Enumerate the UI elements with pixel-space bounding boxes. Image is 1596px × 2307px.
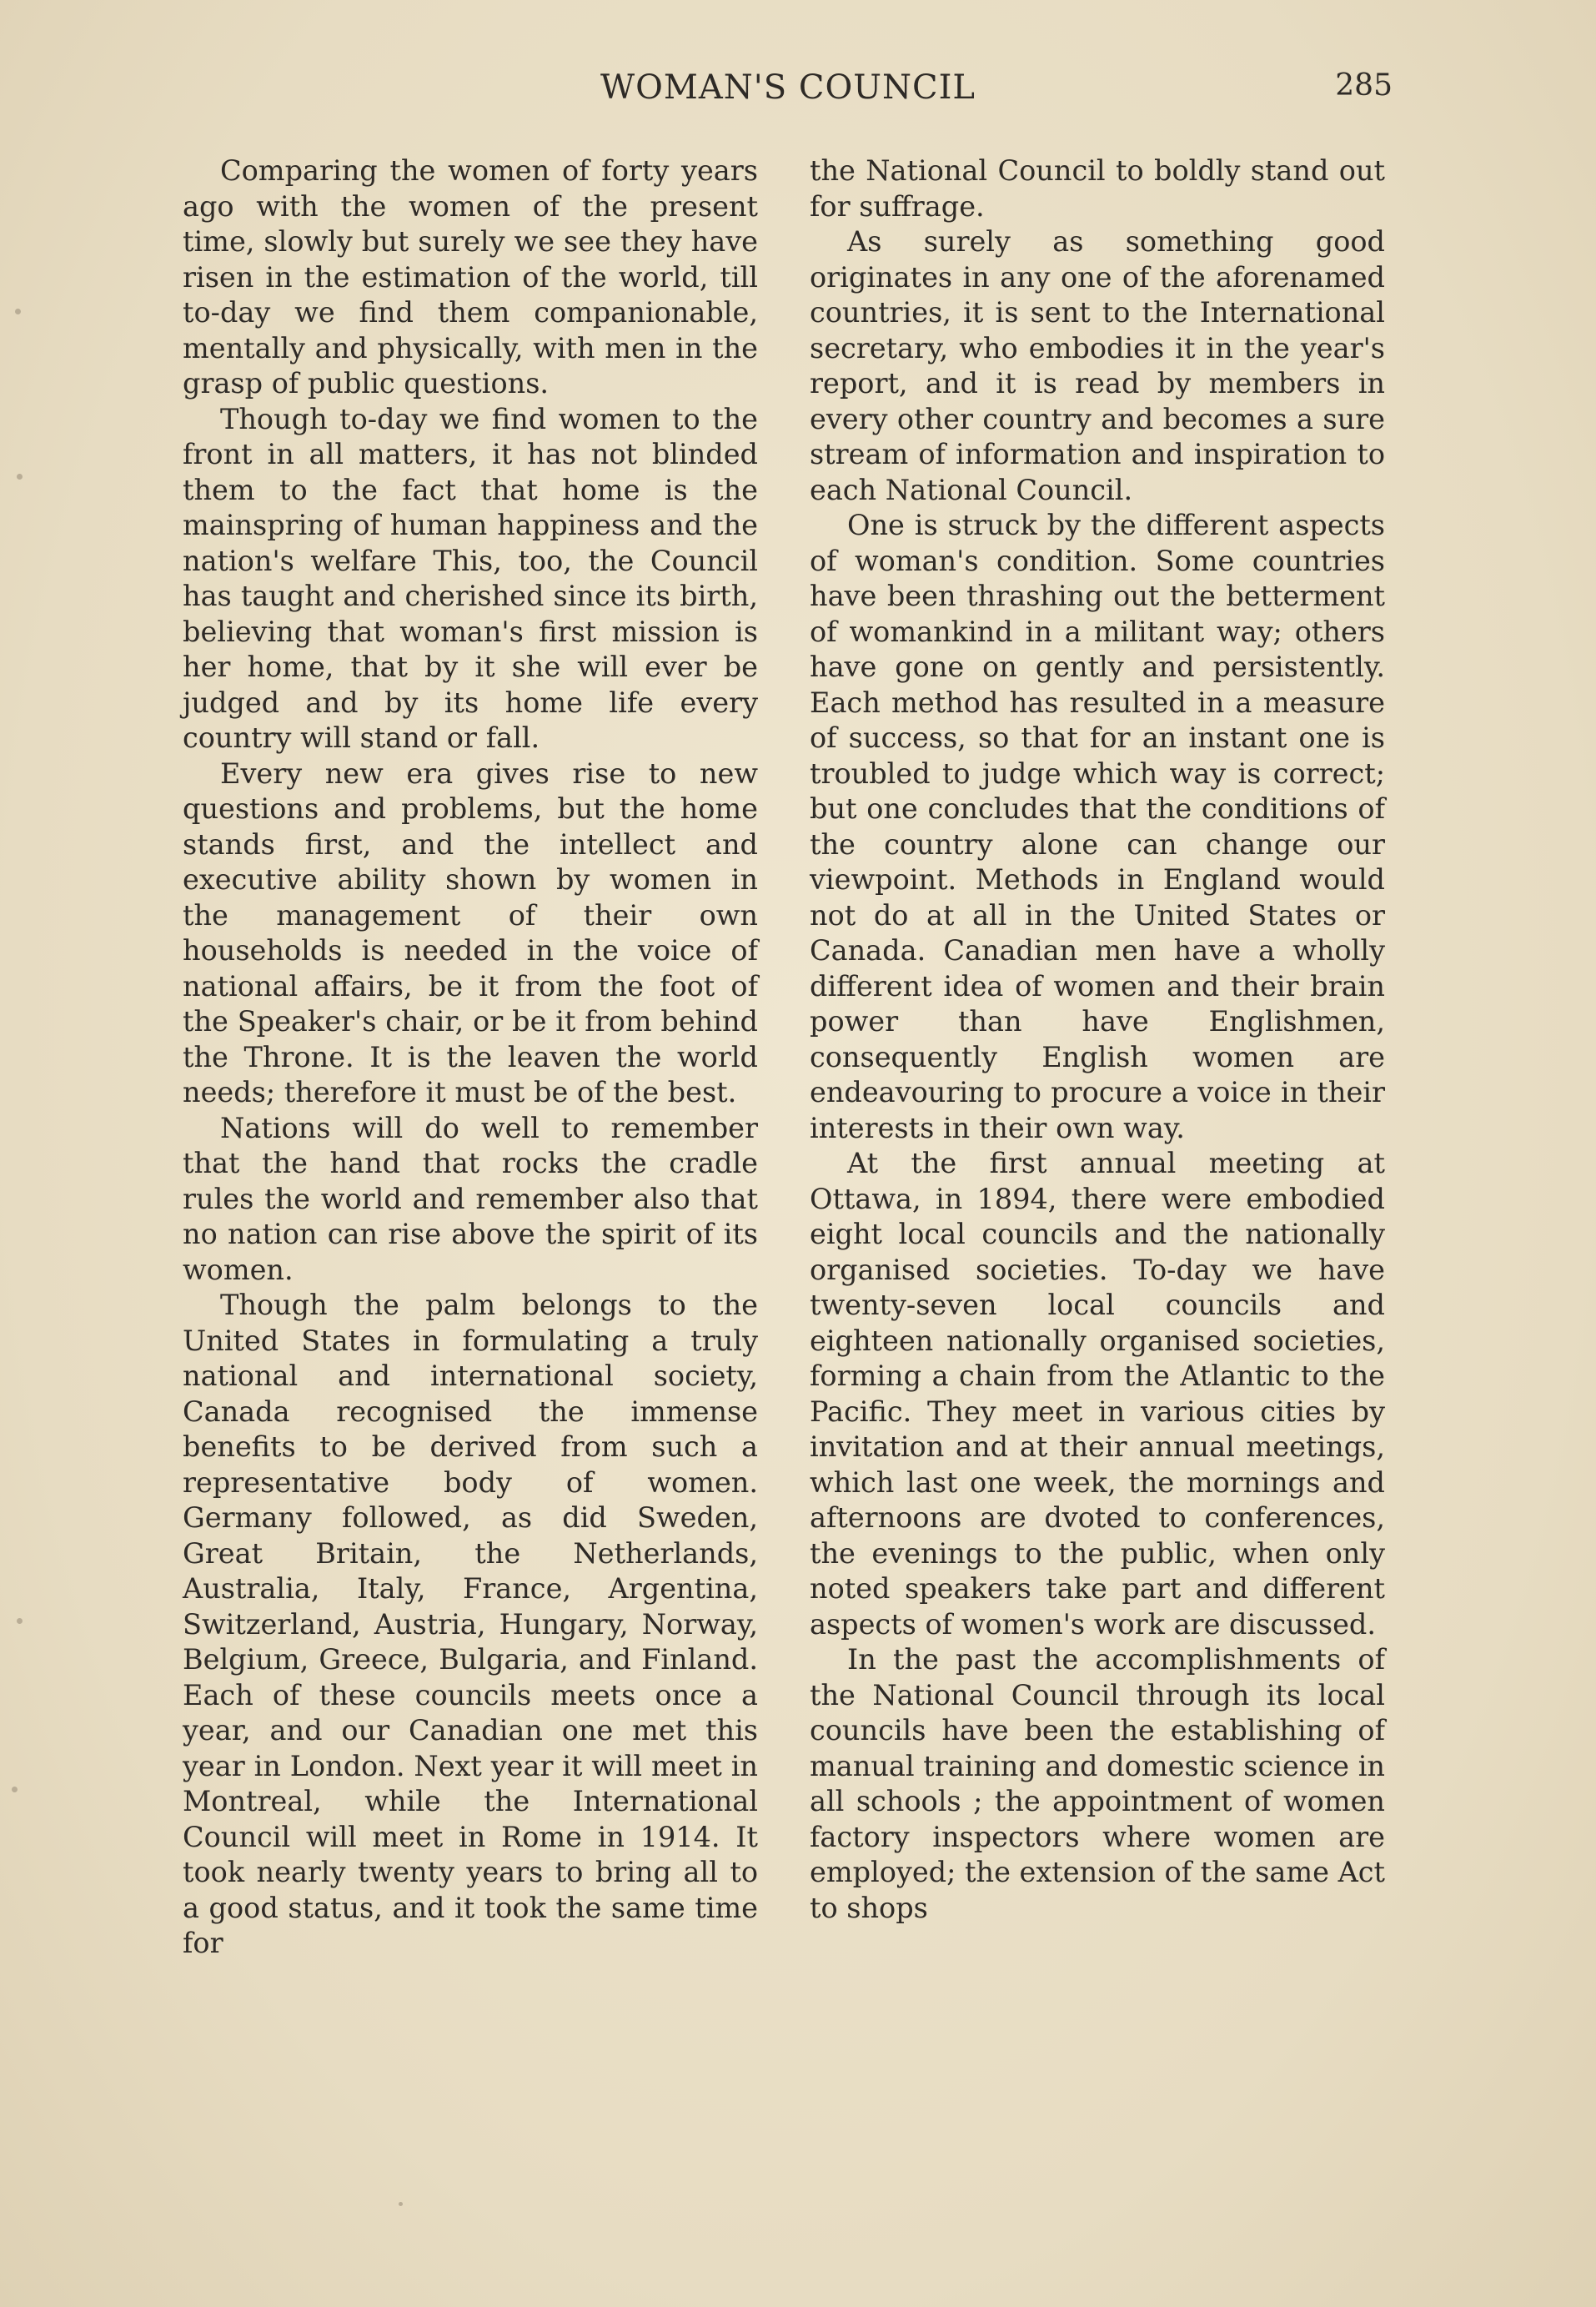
paper-speck bbox=[17, 474, 23, 480]
paragraph: Every new era gives rise to new questions and problems, but the home stands first, and the intellect and executive ability shown by women in the management of their own households is needed in the voice of national affairs, be it from the foot of the Speaker's chair, or be it from behind the Throne. It is the leaven the world needs; therefore it must be of the best. bbox=[183, 756, 758, 1108]
right-column bbox=[810, 153, 1385, 1926]
page-header bbox=[183, 68, 1393, 118]
continued-paragraph: the National Council to boldly stand out for suffrage. bbox=[810, 154, 1385, 223]
paragraph: In the past the accomplishments of the National Council through its local councils have been the establishing of manual training and domestic science in all schools ; the appointment of women factory inspectors where women are employed; the extension of the same Act to shops bbox=[810, 1643, 1385, 1924]
paper-speck bbox=[15, 309, 21, 314]
paragraph: One is struck by the different aspects of woman's condition. Some countries have been thrashing out the betterment of womankind in a militant way; others have gone on gently and persistently. Each method has resulted in a measure of success, so that for an instant one is troubled to judge which way is correct; but one concludes that the conditions of the country alone can change our viewpoint. Methods in England would not do at all in the United States or Canada. Canadian men have a wholly different idea of women and their brain power than have Englishmen, consequently English women are endeavouring to procure a voice in their interests in their own way. bbox=[810, 509, 1385, 1144]
paragraph: At the first annual meeting at Ottawa, in 1894, there were embodied eight local councils and the nationally organised societies. To-day we have twenty-seven local councils and eighteen nationally organised societies, forming a chain from the Atlantic to the Pacific. They meet in various cities by invitation and at their annual meetings, which last one week, the mornings and afternoons are dvoted to conferences, the evenings to the public, when only noted speakers take part and different aspects of women's work are discussed. bbox=[810, 1147, 1385, 1641]
paper-speck bbox=[399, 2202, 403, 2206]
left-column bbox=[183, 153, 758, 1962]
running-title: WOMAN'S COUNCIL bbox=[600, 68, 976, 107]
paragraph: Comparing the women of forty years ago with the women of the present time, slowly but surely we see they have risen in the estimation of the world, till to-day we find them companionable, mentally and physically, with men in the grasp of public questions. bbox=[183, 154, 758, 400]
paragraph: Though the palm belongs to the United States in formulating a truly national and international society, Canada recognised the immense benefits to be derived from such a representative body of women. Germany followed, as did Sweden, Great Britain, the Netherlands, Australia, Italy, France, Argentina, Switzerland, Austria, Hungary, Norway, Belgium, Greece, Bulgaria, and Finland. Each of these councils meets once a year, and our Canadian one met this year in London. Next year it will meet in Montreal, while the International Council will meet in Rome in 1914. It took nearly twenty years to bring all to a good status, and it took the same time for bbox=[183, 1289, 758, 1959]
paragraph: Nations will do well to remember that the hand that rocks the cradle rules the world and remember also that no nation can rise above the spirit of its women. bbox=[183, 1111, 758, 1286]
paragraph: As surely as something good originates in any one of the aforenamed countries, it is sent to the International secretary, who embodies it in the year's report, and it is read by members in every other country and becomes a sure stream of information and inspiration to each National Council. bbox=[810, 225, 1385, 506]
paragraph: Though to-day we find women to the front in all matters, it has not blinded them to the fact that home is the mainspring of human happiness and the nation's welfare This, too, the Council has taught and cherished since its birth, believing that woman's first mission is her home, that by it she will ever be judged and by its home life every country will stand or fall. bbox=[183, 402, 758, 754]
page-number: 285 bbox=[1335, 68, 1393, 103]
paper-speck bbox=[12, 1787, 18, 1792]
paper-speck bbox=[17, 1618, 23, 1624]
